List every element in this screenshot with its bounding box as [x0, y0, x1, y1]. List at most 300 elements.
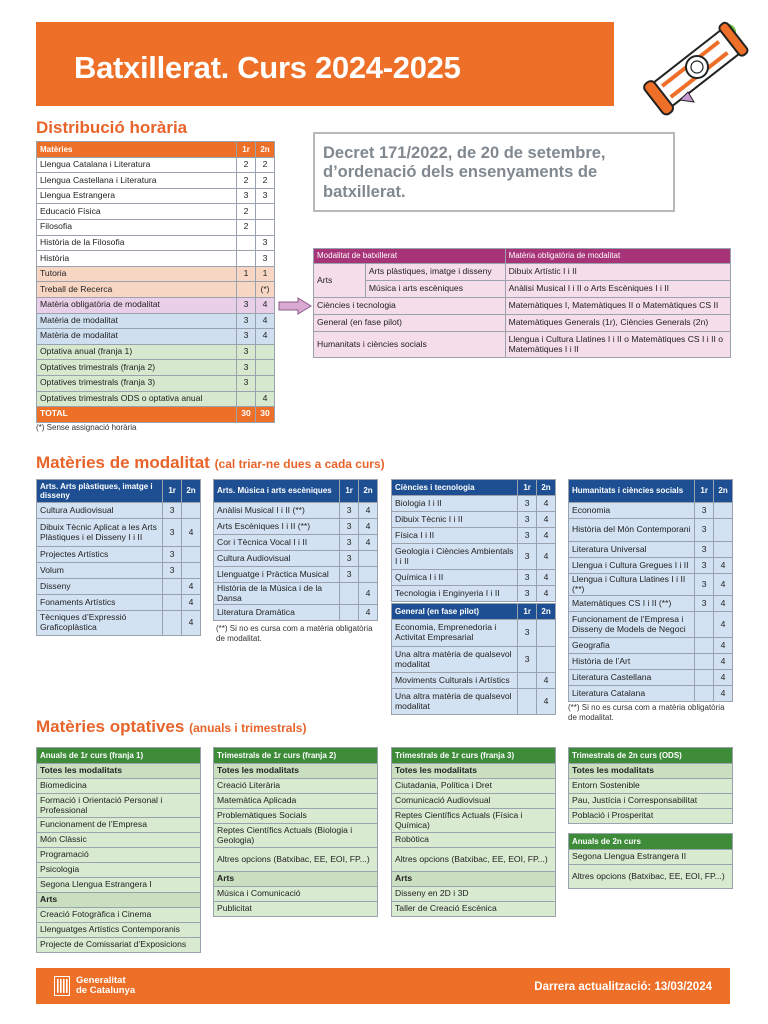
hours-2n: [182, 503, 201, 519]
list-item: [37, 779, 201, 794]
modalitat-arts-sub: Música i arts escèniques: [365, 281, 505, 298]
list-item: [37, 794, 201, 818]
table-row: [569, 542, 733, 558]
table-row: [37, 235, 275, 251]
materia-name: Física I i II: [392, 528, 518, 544]
group-row: [569, 764, 733, 779]
section-distribucio-title: Distribució horària: [36, 118, 188, 137]
hours-1r: 3: [340, 503, 359, 519]
hours-1r: 3: [518, 586, 537, 602]
modalitat-header: General (en fase pilot): [392, 604, 518, 620]
optativa-name: Programació: [37, 848, 201, 863]
list-item: [392, 833, 556, 848]
list-item: [569, 865, 733, 889]
hours-2n: [714, 503, 733, 519]
optativa-name: Ciutadania, Política i Dret: [392, 779, 556, 794]
hours-1r: 3: [163, 563, 182, 579]
table-row: [37, 204, 275, 220]
modalitat-name: General (en fase pilot): [314, 315, 506, 332]
group-label: Arts: [392, 872, 556, 887]
group-label: Totes les modalitats: [392, 764, 556, 779]
materia-name: Treball de Recerca: [37, 282, 237, 298]
header-row: [392, 748, 556, 764]
total-label: TOTAL: [37, 407, 237, 423]
materia-name: Tecnologia i Enginyeria I i II: [392, 586, 518, 602]
hours-1r: [518, 673, 537, 689]
hours-2n: 4: [256, 391, 275, 407]
hours-1r: [237, 251, 256, 267]
table-row: [37, 579, 201, 595]
hours-2n: [714, 519, 733, 542]
modalitat-name: Humanitats i ciències socials: [314, 332, 506, 358]
hours-1r: 3: [518, 647, 537, 673]
table-row: [37, 563, 201, 579]
list-item: [37, 818, 201, 833]
materia-name: Cor i Tècnica Vocal I i II: [214, 535, 340, 551]
table-row: [214, 605, 378, 621]
hours-1r: 3: [518, 512, 537, 528]
hours-2n: [537, 647, 556, 673]
modalitat-arts-musica-table: [213, 479, 378, 621]
list-item: [214, 848, 378, 872]
materia-name: Geologia i Ciències Ambientals I i II: [392, 544, 518, 570]
hours-1r: 3: [518, 544, 537, 570]
materia-obligatoria: Dibuix Artístic I i II: [505, 264, 730, 281]
hours-2n: 4: [182, 579, 201, 595]
materia-name: Optatives trimestrals ODS o optativa anual: [37, 391, 237, 407]
hours-2n: 4: [359, 535, 378, 551]
col-header-2n: 2n: [537, 604, 556, 620]
list-item: [569, 794, 733, 809]
table-row: [569, 519, 733, 542]
footer: [36, 968, 730, 1004]
optatives-trimestrals-franja3-table: [391, 747, 556, 917]
col-header-modalitat: Modalitat de batxillerat: [314, 249, 506, 264]
hours-1r: 3: [340, 567, 359, 583]
optativa-name: Projecte de Comissariat d’Exposicions: [37, 938, 201, 953]
materia-obligatoria: Llengua i Cultura Llatines I i II o Matemàtiques CS I i II o Matemàtiques I i II: [505, 332, 730, 358]
optativa-name: Robòtica: [392, 833, 556, 848]
materia-name: Una altra matèria de qualsevol modalitat: [392, 647, 518, 673]
optativa-name: Matemàtica Aplicada: [214, 794, 378, 809]
group-row: [37, 764, 201, 779]
col-header-2n: 2n: [182, 480, 201, 503]
hours-1r: [695, 638, 714, 654]
hours-2n: 4: [359, 519, 378, 535]
materia-name: Dibuix Tècnic I i II: [392, 512, 518, 528]
hours-2n: [182, 547, 201, 563]
table-row: [37, 188, 275, 204]
generalitat-logo-icon: [54, 976, 70, 996]
hours-2n: 1: [256, 266, 275, 282]
list-item: [37, 878, 201, 893]
header-row: [37, 748, 201, 764]
group-label: Arts: [37, 893, 201, 908]
materia-name: Matemàtiques CS I i II (**): [569, 596, 695, 612]
materia-name: Tutoria: [37, 266, 237, 282]
modalitat-humanitats-table: [568, 479, 733, 702]
materia-name: Literatura Catalana: [569, 686, 695, 702]
hours-2n: 2: [256, 157, 275, 173]
hours-1r: 3: [237, 188, 256, 204]
total-2n: 30: [256, 407, 275, 423]
hours-1r: 3: [163, 519, 182, 547]
hours-1r: 2: [237, 204, 256, 220]
hours-1r: 3: [340, 551, 359, 567]
list-item: [392, 779, 556, 794]
table-row: [37, 503, 201, 519]
materia-name: Optatives trimestrals (franja 3): [37, 375, 237, 391]
list-item: [569, 850, 733, 865]
table-row: [37, 329, 275, 345]
optativa-name: Funcionament de l’Empresa: [37, 818, 201, 833]
hours-2n: 2: [256, 173, 275, 189]
optativa-name: Entorn Sostenible: [569, 779, 733, 794]
optativa-name: Biomedicina: [37, 779, 201, 794]
hours-1r: [340, 583, 359, 605]
modalitat-ciencies-table: [391, 479, 556, 602]
header-row: [37, 480, 201, 503]
modalitat-header: Arts. Música i arts escèniques: [214, 480, 340, 503]
modalitat-name: Ciències i tecnologia: [314, 298, 506, 315]
table-row: [214, 583, 378, 605]
group-label: Totes les modalitats: [214, 764, 378, 779]
optatives-header: Trimestrals de 1r curs (franja 2): [214, 748, 378, 764]
modalitat-arts-sub: Arts plàstiques, imatge i disseny: [365, 264, 505, 281]
table-row: [569, 670, 733, 686]
hours-1r: 3: [695, 596, 714, 612]
hours-1r: [695, 686, 714, 702]
table-row: [214, 503, 378, 519]
list-item: [392, 809, 556, 833]
hours-2n: 4: [256, 313, 275, 329]
col-header-2n: 2n: [714, 480, 733, 503]
hours-1r: 3: [340, 535, 359, 551]
optativa-name: Música i Comunicació: [214, 887, 378, 902]
optativa-name: Taller de Creació Escènica: [392, 902, 556, 917]
optativa-name: Segona Llengua Estrangera II: [569, 850, 733, 865]
materia-name: Llenguatge i Pràctica Musical: [214, 567, 340, 583]
list-item: [392, 887, 556, 902]
materia-name: Una altra matèria de qualsevol modalitat: [392, 689, 518, 715]
materia-name: Llengua Estrangera: [37, 188, 237, 204]
hours-1r: 3: [695, 574, 714, 596]
list-item: [37, 908, 201, 923]
hours-2n: 4: [256, 329, 275, 345]
list-item: [37, 923, 201, 938]
brand-line-1: Generalitat: [76, 975, 126, 986]
hours-2n: 4: [537, 586, 556, 602]
page-title: Batxillerat. Curs 2024-2025: [74, 50, 461, 85]
decret-box: Decret 171/2022, de 20 de setembre, d’ordenació dels ensenyaments de batxillerat.: [313, 132, 675, 212]
hours-1r: 3: [518, 570, 537, 586]
col-header-1r: 1r: [695, 480, 714, 503]
materia-name: Biologia I i II: [392, 496, 518, 512]
hours-1r: 2: [237, 157, 256, 173]
header-row: [214, 480, 378, 503]
modalitat-arts-plastiques-table: [36, 479, 201, 636]
last-updated: Darrera actualització: 13/03/2024: [534, 981, 712, 993]
group-row: [392, 764, 556, 779]
materia-name: Llengua i Cultura Llatines I i II (**): [569, 574, 695, 596]
col-header-materia-obligatoria: Matèria obligatòria de modalitat: [505, 249, 730, 264]
hours-2n: [182, 563, 201, 579]
materia-name: Optativa anual (franja 1): [37, 344, 237, 360]
table-row: [37, 251, 275, 267]
table-row: [392, 570, 556, 586]
optatives-anuals-2n-table: [568, 833, 733, 889]
list-item: [214, 902, 378, 917]
generalitat-brand: [76, 976, 135, 997]
list-item: [214, 809, 378, 824]
hours-2n: 3: [256, 235, 275, 251]
hours-1r: [163, 579, 182, 595]
hours-2n: [359, 567, 378, 583]
materia-name: Projectes Artístics: [37, 547, 163, 563]
hours-2n: 4: [537, 570, 556, 586]
optativa-name: Reptes Científics Actuals (Física i Química): [392, 809, 556, 833]
materia-name: Fonaments Artístics: [37, 595, 163, 611]
section-modalitat-title: [36, 453, 385, 473]
humanitats-note: (**) Si no es cursa com a matèria obligatòria de modalitat.: [568, 703, 725, 722]
hours-2n: [256, 204, 275, 220]
materia-name: Funcionament de l’Empresa i Disseny de Models de Negoci: [569, 612, 695, 638]
table-row: [37, 375, 275, 391]
hours-2n: 4: [714, 574, 733, 596]
col-header-materies: Matèries: [37, 142, 237, 158]
table-row: [569, 503, 733, 519]
materia-name: Química I i II: [392, 570, 518, 586]
materia-name: Tècniques d’Expressió Graficoplàstica: [37, 611, 163, 636]
list-item: [569, 779, 733, 794]
hours-2n: 4: [256, 297, 275, 313]
hours-1r: [163, 611, 182, 636]
group-label: Totes les modalitats: [37, 764, 201, 779]
materia-name: Llengua i Cultura Gregues I i II: [569, 558, 695, 574]
hours-1r: 3: [163, 547, 182, 563]
list-item: [214, 824, 378, 848]
hours-1r: 3: [237, 360, 256, 376]
optativa-name: Reptes Científics Actuals (Biologia i Geologia): [214, 824, 378, 848]
section-optatives-heading: Matèries optatives: [36, 717, 185, 736]
list-item: [37, 938, 201, 953]
optativa-name: Llenguatges Artístics Contemporanis: [37, 923, 201, 938]
hours-2n: [714, 542, 733, 558]
col-header-2n: 2n: [256, 142, 275, 158]
hours-1r: [163, 595, 182, 611]
list-item: [214, 794, 378, 809]
total-1r: 30: [237, 407, 256, 423]
list-item: [37, 848, 201, 863]
hours-1r: [518, 689, 537, 715]
optatives-trimestrals-franja2-table: [213, 747, 378, 917]
hours-2n: [256, 360, 275, 376]
materia-name: Literatura Universal: [569, 542, 695, 558]
group-row: [37, 893, 201, 908]
hours-2n: 4: [359, 605, 378, 621]
optativa-name: Disseny en 2D i 3D: [392, 887, 556, 902]
list-item: [214, 887, 378, 902]
optativa-name: Món Clàssic: [37, 833, 201, 848]
col-header-1r: 1r: [340, 480, 359, 503]
hours-1r: [237, 391, 256, 407]
col-header-1r: 1r: [237, 142, 256, 158]
hours-1r: 3: [518, 620, 537, 647]
optativa-name: Creació Literària: [214, 779, 378, 794]
hours-2n: [256, 375, 275, 391]
hours-2n: [537, 620, 556, 647]
table-row: [569, 654, 733, 670]
hours-2n: 4: [537, 544, 556, 570]
list-item: [392, 794, 556, 809]
table-row: [569, 686, 733, 702]
hours-1r: 3: [237, 297, 256, 313]
header-banner: [36, 22, 614, 106]
hours-2n: 4: [537, 496, 556, 512]
materia-name: Llengua Catalana i Literatura: [37, 157, 237, 173]
optativa-name: Població i Prosperitat: [569, 809, 733, 824]
hours-1r: 3: [695, 542, 714, 558]
hours-2n: 4: [537, 512, 556, 528]
table-row: [37, 313, 275, 329]
materia-name: Matèria de modalitat: [37, 313, 237, 329]
table-row: [569, 558, 733, 574]
table-row: [37, 344, 275, 360]
table-row: [392, 496, 556, 512]
table-row: [214, 567, 378, 583]
materia-name: Història de l’Art: [569, 654, 695, 670]
hours-1r: 3: [518, 528, 537, 544]
hours-2n: 4: [537, 689, 556, 715]
table-row: [37, 595, 201, 611]
hours-2n: [256, 219, 275, 235]
hours-2n: 3: [256, 251, 275, 267]
col-header-2n: 2n: [359, 480, 378, 503]
optativa-name: Segona Llengua Estrangera I: [37, 878, 201, 893]
list-item: [214, 779, 378, 794]
modalitat-header: Ciències i tecnologia: [392, 480, 518, 496]
modalitat-obligatoria-table: [313, 248, 731, 358]
hours-1r: 3: [340, 519, 359, 535]
hours-1r: [237, 235, 256, 251]
hours-1r: 3: [695, 519, 714, 542]
materia-name: Història de la Música i de la Dansa: [214, 583, 340, 605]
table-row: [569, 612, 733, 638]
hours-1r: 3: [237, 344, 256, 360]
hours-2n: 4: [537, 673, 556, 689]
table-row: [37, 360, 275, 376]
optativa-name: Formació i Orientació Personal i Professional: [37, 794, 201, 818]
hours-2n: [359, 551, 378, 567]
hours-2n: [256, 344, 275, 360]
materia-name: Literatura Dramàtica: [214, 605, 340, 621]
table-row: [37, 266, 275, 282]
header-row: [392, 604, 556, 620]
hours-1r: [340, 605, 359, 621]
optatives-header: Anuals de 2n curs: [569, 834, 733, 850]
materia-name: Filosofia: [37, 219, 237, 235]
table-row: [392, 586, 556, 602]
hours-2n: 4: [714, 558, 733, 574]
optatives-header: Anuals de 1r curs (franja 1): [37, 748, 201, 764]
materia-name: Llengua Castellana i Literatura: [37, 173, 237, 189]
materia-name: Matèria de modalitat: [37, 329, 237, 345]
materia-name: Cultura Audiovisual: [37, 503, 163, 519]
modalitat-header: Arts. Arts plàstiques, imatge i disseny: [37, 480, 163, 503]
list-item: [37, 863, 201, 878]
optativa-name: Comunicació Audiovisual: [392, 794, 556, 809]
col-header-1r: 1r: [518, 480, 537, 496]
hours-1r: 3: [163, 503, 182, 519]
table-row: [37, 173, 275, 189]
header-row: [569, 834, 733, 850]
group-row: [392, 872, 556, 887]
col-header-2n: 2n: [537, 480, 556, 496]
table-row: [37, 219, 275, 235]
materia-name: Geografia: [569, 638, 695, 654]
optativa-name: Altres opcions (Batxibac, EE, EOI, FP...): [214, 848, 378, 872]
materia-obligatoria: Matemàtiques I, Matemàtiques II o Matemàtiques CS II: [505, 298, 730, 315]
distribucio-table: [36, 141, 275, 423]
optativa-name: Creació Fotogràfica i Cinema: [37, 908, 201, 923]
table-row: [37, 547, 201, 563]
hours-1r: 3: [237, 313, 256, 329]
list-item: [392, 902, 556, 917]
materia-name: Arts Escèniques I i II (**): [214, 519, 340, 535]
optativa-name: Publicitat: [214, 902, 378, 917]
modalitat-header: Humanitats i ciències socials: [569, 480, 695, 503]
table-row: [392, 620, 556, 647]
list-item: [392, 848, 556, 872]
optatives-anuals-1r-table: [36, 747, 201, 953]
materia-obligatoria: Matemàtiques Generals (1r), Ciències Generals (2n): [505, 315, 730, 332]
header-row: [392, 480, 556, 496]
hours-1r: 3: [518, 496, 537, 512]
col-header-1r: 1r: [163, 480, 182, 503]
optatives-ods-2n-table: [568, 747, 733, 824]
materia-name: Història: [37, 251, 237, 267]
table-row: [37, 157, 275, 173]
table-row: [214, 551, 378, 567]
hours-2n: (*): [256, 282, 275, 298]
hours-2n: 4: [182, 611, 201, 636]
arrow-right-icon: [278, 297, 312, 315]
hours-1r: [695, 670, 714, 686]
table-row: [37, 391, 275, 407]
group-row: [214, 872, 378, 887]
hours-2n: 4: [714, 686, 733, 702]
table-row: [392, 673, 556, 689]
diploma-icon: [640, 18, 750, 118]
hours-2n: 4: [714, 638, 733, 654]
table-row: [392, 512, 556, 528]
hours-2n: 4: [714, 596, 733, 612]
table-row: [569, 596, 733, 612]
optatives-header: Trimestrals de 2n curs (ODS): [569, 748, 733, 764]
header-row: [214, 748, 378, 764]
hours-2n: 3: [256, 188, 275, 204]
materia-name: Economia, Emprenedoria i Activitat Empresarial: [392, 620, 518, 647]
modalitat-arts: Arts: [314, 264, 366, 298]
materia-name: Història de la Filosofia: [37, 235, 237, 251]
table-row: [37, 611, 201, 636]
materia-name: Optatives trimestrals (franja 2): [37, 360, 237, 376]
section-optatives-title: [36, 717, 306, 737]
table-row: [37, 282, 275, 298]
hours-2n: 4: [714, 654, 733, 670]
materia-name: Volum: [37, 563, 163, 579]
materia-name: Economia: [569, 503, 695, 519]
